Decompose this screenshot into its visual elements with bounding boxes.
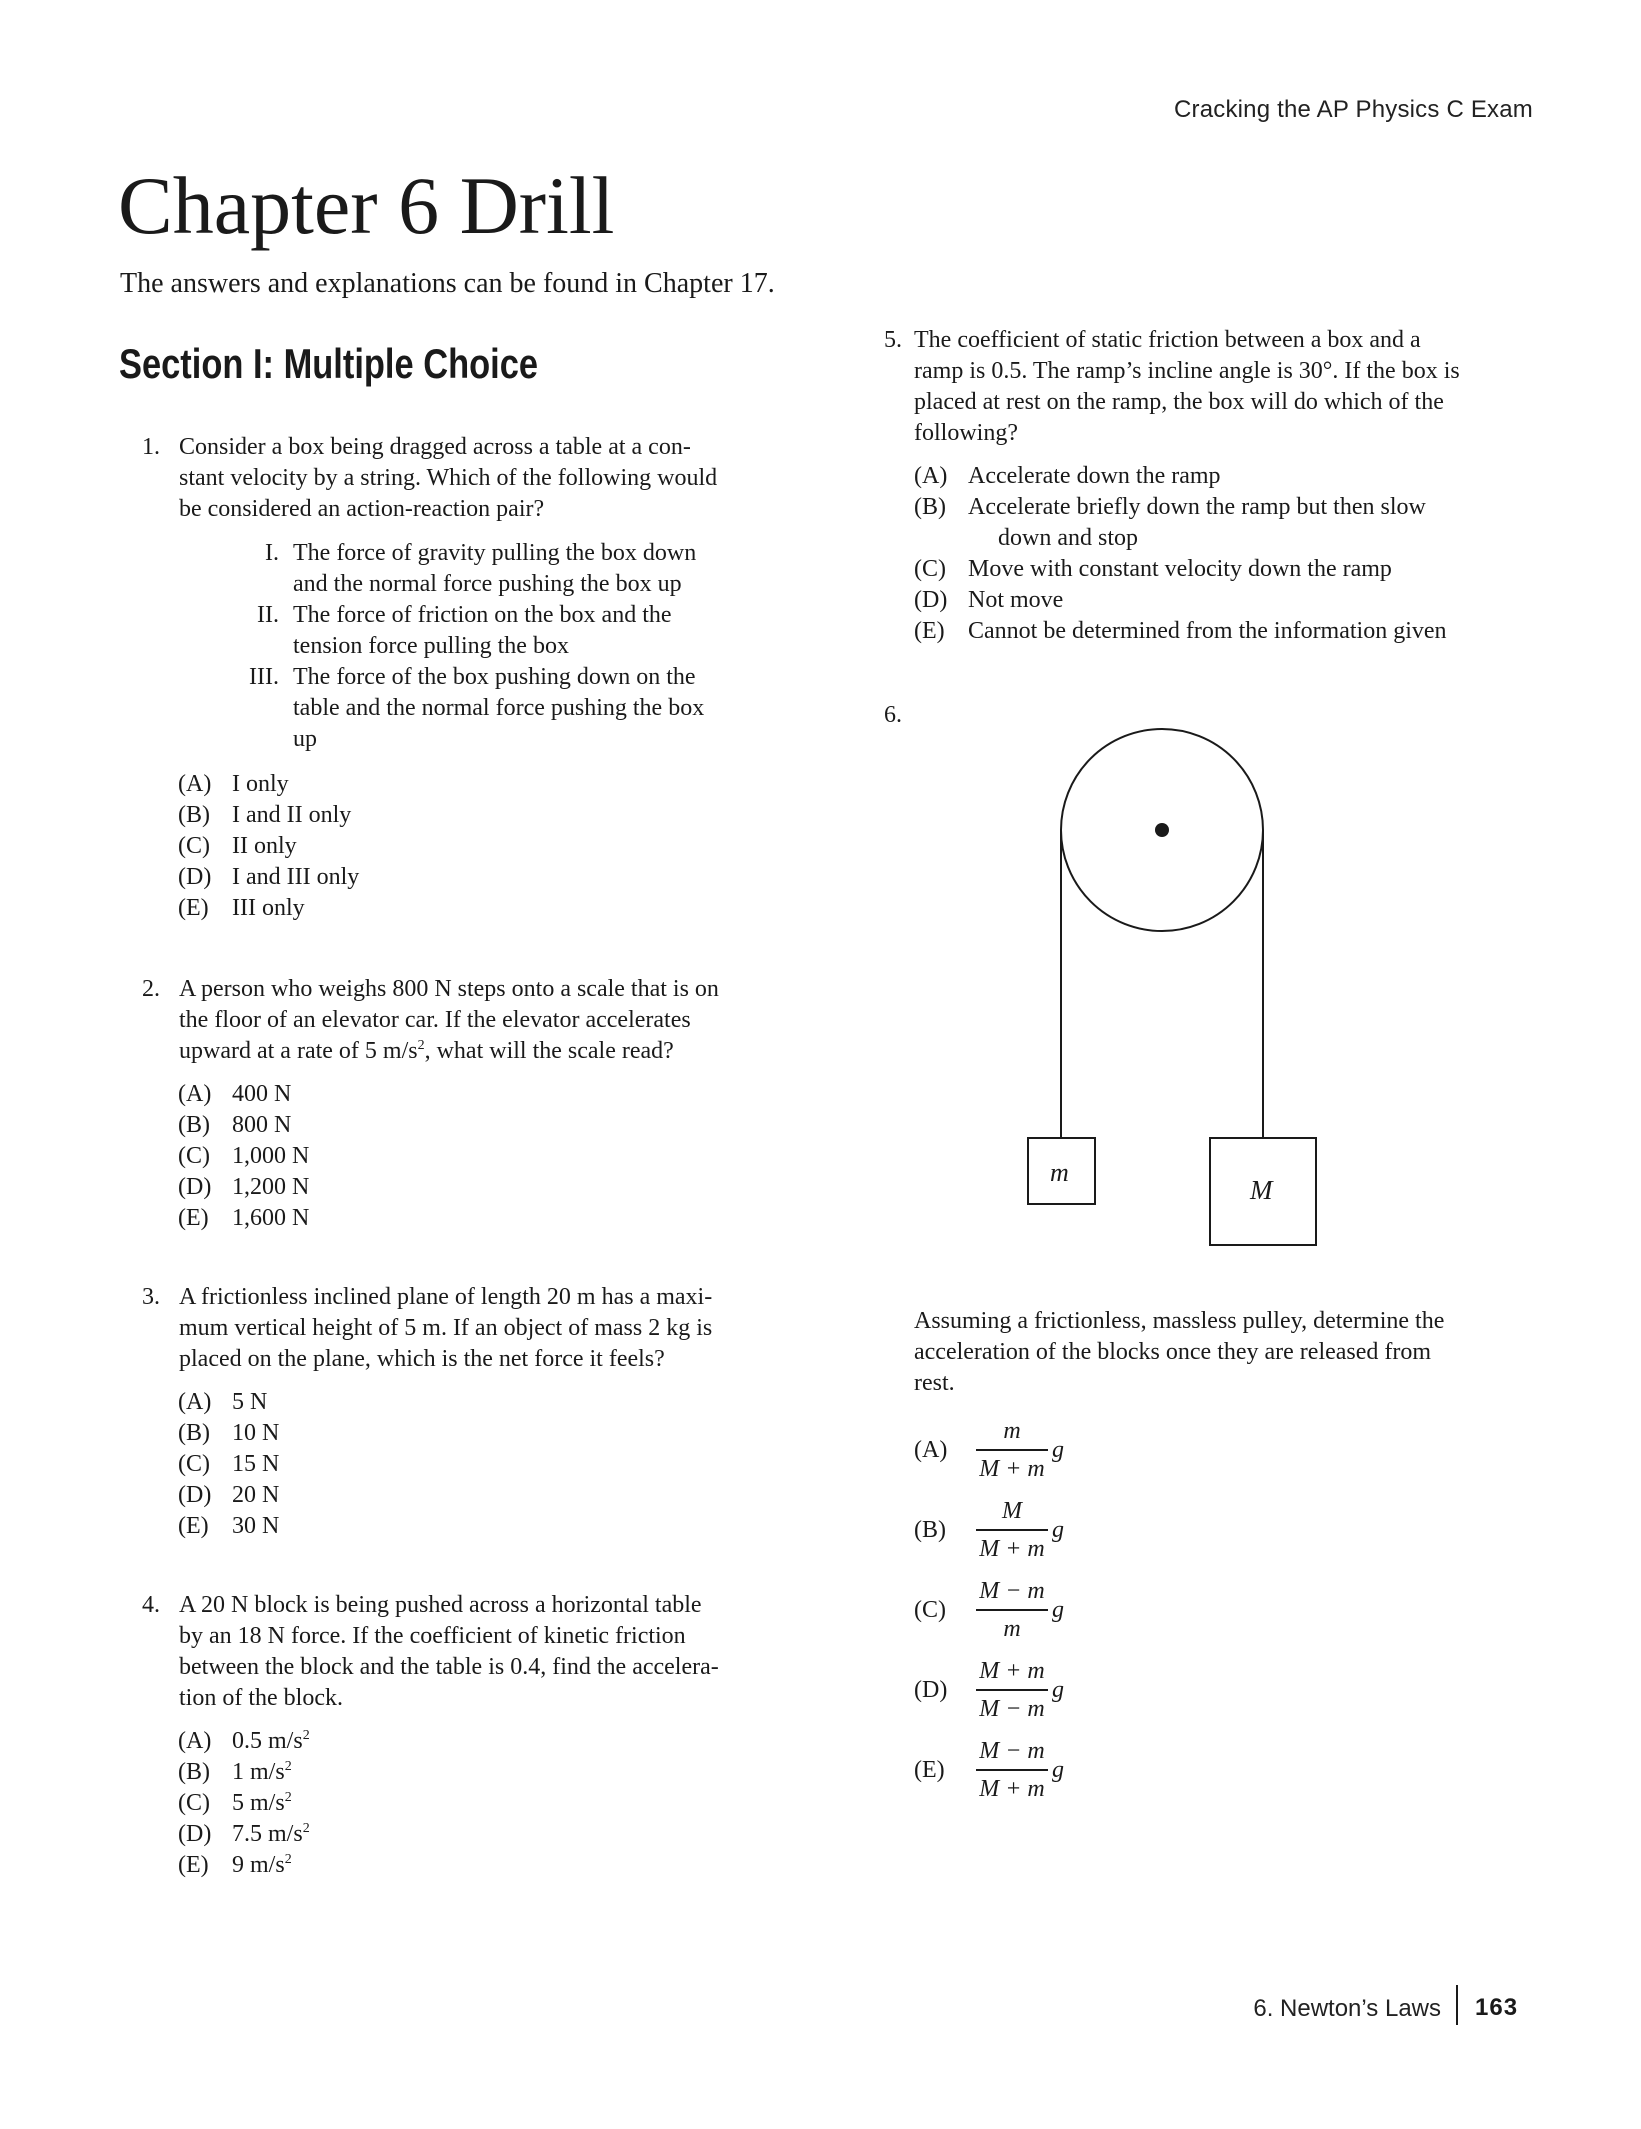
question-stem — [179, 432, 717, 525]
question-2 — [128, 974, 788, 1244]
choice-label: (E) — [178, 1205, 209, 1231]
roman-line: The force of the box pushing down on the — [293, 664, 696, 690]
stem-line: stant velocity by a string. Which of the following would — [179, 465, 718, 491]
choice-e[interactable] — [178, 1511, 279, 1542]
running-header: Cracking the AP Physics C Exam — [1173, 96, 1533, 123]
numerator: M + m — [979, 1658, 1045, 1684]
gravity-symbol: g — [1052, 1757, 1064, 1783]
denominator: M + m — [979, 1776, 1045, 1802]
unit: m/s — [268, 1728, 303, 1754]
choice-text: Cannot be determined from the information given — [968, 618, 1447, 644]
stem-line: be considered an action-reaction pair? — [179, 496, 545, 522]
choice-b[interactable] — [178, 1110, 291, 1141]
choice-text: I and III only — [232, 864, 360, 890]
question-stem — [914, 1306, 1444, 1399]
question-number: 5. — [884, 327, 902, 353]
fraction — [976, 1655, 1048, 1725]
question-4 — [128, 1590, 788, 1900]
fraction — [976, 1735, 1048, 1805]
choice-text: 0.5 — [232, 1728, 268, 1754]
exponent: 2 — [302, 1821, 310, 1836]
choice-c[interactable] — [178, 1141, 309, 1172]
choice-c[interactable] — [914, 554, 1392, 585]
choice-label: (C) — [178, 1790, 210, 1816]
choice-label: (C) — [178, 1451, 210, 1477]
choice-label: (C) — [914, 1597, 946, 1623]
question-6 — [870, 700, 1550, 1850]
choice-label: (E) — [178, 1513, 209, 1539]
choice-label: (D) — [178, 1482, 212, 1508]
choice-text: 1,200 N — [232, 1174, 310, 1200]
choice-label: (D) — [178, 1174, 212, 1200]
choice-label: (A) — [914, 463, 948, 489]
choice-label: (E) — [178, 895, 209, 921]
choice-c[interactable] — [178, 1788, 292, 1819]
choice-text: 30 N — [232, 1513, 280, 1539]
stem-line: the floor of an elevator car. If the elevator accelerates — [179, 1007, 691, 1033]
choice-d[interactable] — [178, 862, 359, 893]
stem-line: A person who weighs 800 N steps onto a scale that is on — [179, 976, 719, 1002]
choice-label: (B) — [178, 1759, 210, 1785]
stem-text: , what will the scale read? — [424, 1038, 674, 1064]
section-title: Section I: Multiple Choice — [119, 340, 539, 387]
choice-e[interactable] — [914, 616, 1447, 647]
stem-line: Consider a box being dragged across a table at a con- — [179, 434, 691, 460]
roman-line: The force of gravity pulling the box down — [293, 540, 697, 566]
choice-text: Accelerate briefly down the ramp but then slow — [968, 494, 1426, 520]
choice-label: (E) — [914, 1757, 945, 1783]
gravity-symbol: g — [1052, 1437, 1064, 1463]
choice-label: (A) — [178, 771, 212, 797]
question-number: 6. — [884, 702, 902, 728]
choice-label: (B) — [178, 1112, 210, 1138]
choice-e[interactable] — [178, 1850, 292, 1881]
fraction — [976, 1495, 1048, 1565]
question-number: 1. — [142, 434, 160, 460]
choice-label: (A) — [914, 1437, 948, 1463]
gravity-symbol: g — [1052, 1597, 1064, 1623]
stem-line: ramp is 0.5. The ramp’s incline angle is 30°. If the box is — [914, 358, 1460, 384]
fraction — [976, 1575, 1048, 1645]
numerator: M − m — [979, 1578, 1045, 1604]
choice-text: I and II only — [232, 802, 352, 828]
choice-label: (B) — [914, 1517, 946, 1543]
exponent: 2 — [284, 1790, 292, 1805]
page-number: 163 — [1475, 1994, 1519, 2021]
roman-line: tension force pulling the box — [293, 633, 569, 659]
stem-line: between the block and the table is 0.4, find the accelera- — [179, 1654, 719, 1680]
stem-line — [179, 1036, 719, 1067]
choice-d[interactable] — [178, 1172, 309, 1203]
choice-text: 20 N — [232, 1482, 280, 1508]
roman-line: table and the normal force pushing the box — [293, 695, 705, 721]
question-stem — [914, 325, 1460, 449]
roman-line: and the normal force pushing the box up — [293, 571, 682, 597]
fraction — [976, 1415, 1048, 1485]
choice-text: Accelerate down the ramp — [968, 463, 1221, 489]
chapter-subtitle: The answers and explanations can be found in Chapter 17. — [120, 268, 775, 299]
stem-line: mum vertical height of 5 m. If an object of mass 2 kg is — [179, 1315, 713, 1341]
choice-d[interactable] — [178, 1819, 310, 1850]
choice-text: 400 N — [232, 1081, 292, 1107]
choice-text: 10 N — [232, 1420, 280, 1446]
gravity-symbol: g — [1052, 1677, 1064, 1703]
choice-b-continuation — [998, 523, 1138, 554]
stem-text: upward at a rate of 5 m/s — [179, 1038, 418, 1064]
choice-text: 9 — [232, 1852, 250, 1878]
stem-line: A frictionless inclined plane of length 20 m has a maxi- — [179, 1284, 713, 1310]
numerator: m — [1003, 1418, 1021, 1444]
choice-a[interactable] — [178, 1726, 310, 1757]
roman-line: The force of friction on the box and the — [293, 602, 672, 628]
denominator: m — [1003, 1616, 1021, 1642]
choice-label: (C) — [914, 556, 946, 582]
denominator: M − m — [979, 1696, 1045, 1722]
choice-text: down and stop — [998, 525, 1138, 551]
choice-text: Move with constant velocity down the ramp — [968, 556, 1392, 582]
choice-text: 1 — [232, 1759, 250, 1785]
question-1 — [128, 432, 788, 932]
choice-label: (D) — [914, 1677, 948, 1703]
footer-chapter: 6. Newton’s Laws — [1253, 1995, 1441, 2022]
stem-line: placed at rest on the ramp, the box will do which of the — [914, 389, 1444, 415]
choice-d[interactable] — [914, 585, 1063, 616]
choice-label: (D) — [914, 587, 948, 613]
stem-line: by an 18 N force. If the coefficient of kinetic friction — [179, 1623, 686, 1649]
choice-label: (C) — [178, 1143, 210, 1169]
choice-a[interactable] — [178, 1387, 267, 1418]
choice-label: (D) — [178, 1821, 212, 1847]
choice-label: (A) — [178, 1081, 212, 1107]
choice-text: 7.5 — [232, 1821, 268, 1847]
choice-text: Not move — [968, 587, 1064, 613]
choice-b[interactable] — [178, 1418, 279, 1449]
numerator: M − m — [979, 1738, 1045, 1764]
choice-label: (E) — [178, 1852, 209, 1878]
roman-numeral: II. — [257, 602, 279, 628]
roman-line: up — [293, 726, 317, 752]
numerator: M — [1002, 1498, 1022, 1524]
stem-line: placed on the plane, which is the net force it feels? — [179, 1346, 665, 1372]
stem-line: rest. — [914, 1370, 955, 1396]
stem-line: A 20 N block is being pushed across a horizontal table — [179, 1592, 702, 1618]
choice-text: 1,000 N — [232, 1143, 310, 1169]
choice-c[interactable] — [178, 831, 297, 862]
exponent: 2 — [302, 1728, 310, 1743]
choice-a[interactable] — [914, 461, 1221, 492]
choice-text: III only — [232, 895, 305, 921]
choice-b[interactable] — [914, 492, 1426, 523]
choice-text: 15 N — [232, 1451, 280, 1477]
unit: m/s — [250, 1759, 285, 1785]
chapter-title: Chapter 6 Drill — [118, 160, 615, 251]
choice-label: (D) — [178, 864, 212, 890]
large-mass-label: M — [1250, 1175, 1273, 1205]
choice-label: (B) — [178, 1420, 210, 1446]
question-number: 4. — [142, 1592, 160, 1618]
choice-text: II only — [232, 833, 297, 859]
question-5 — [870, 325, 1550, 655]
choice-label: (A) — [178, 1728, 212, 1754]
choice-text: 5 — [232, 1790, 250, 1816]
choice-b[interactable] — [178, 800, 351, 831]
pulley-axle — [1155, 823, 1169, 837]
unit: m/s — [268, 1821, 303, 1847]
question-stem — [179, 1282, 712, 1375]
gravity-symbol: g — [1052, 1517, 1064, 1543]
roman-numeral: III. — [249, 664, 279, 690]
denominator: M + m — [979, 1536, 1045, 1562]
choice-text: I only — [232, 771, 289, 797]
choice-label: (E) — [914, 618, 945, 644]
choice-a[interactable] — [178, 1079, 291, 1110]
denominator: M + m — [979, 1456, 1045, 1482]
exponent: 2 — [284, 1852, 292, 1867]
choice-text: 800 N — [232, 1112, 292, 1138]
footer-divider — [1456, 1985, 1458, 2025]
exponent: 2 — [284, 1759, 292, 1774]
choice-text: 5 N — [232, 1389, 268, 1415]
choice-text: 1,600 N — [232, 1205, 310, 1231]
stem-line: acceleration of the blocks once they are released from — [914, 1339, 1432, 1365]
question-3 — [128, 1282, 788, 1552]
unit: m/s — [250, 1852, 285, 1878]
unit: m/s — [250, 1790, 285, 1816]
small-mass-label: m — [1050, 1158, 1069, 1187]
choice-label: (A) — [178, 1389, 212, 1415]
exponent: 2 — [417, 1038, 425, 1053]
choice-b[interactable] — [178, 1757, 292, 1788]
choice-e[interactable] — [178, 893, 305, 924]
stem-line: tion of the block. — [179, 1685, 343, 1711]
roman-numeral: I. — [265, 540, 279, 566]
choice-label: (C) — [178, 833, 210, 859]
question-number: 3. — [142, 1284, 160, 1310]
stem-line: The coefficient of static friction between a box and a — [914, 327, 1421, 353]
choice-label: (B) — [178, 802, 210, 828]
choice-c[interactable] — [178, 1449, 279, 1480]
choice-e[interactable] — [178, 1203, 309, 1234]
question-stem — [179, 974, 719, 1067]
choice-d[interactable] — [178, 1480, 279, 1511]
choice-label: (B) — [914, 494, 946, 520]
question-number: 2. — [142, 976, 160, 1002]
stem-line: Assuming a frictionless, massless pulley, determine the — [914, 1308, 1445, 1334]
question-stem — [179, 1590, 719, 1714]
stem-line: following? — [914, 420, 1018, 446]
choice-a[interactable] — [178, 769, 289, 800]
